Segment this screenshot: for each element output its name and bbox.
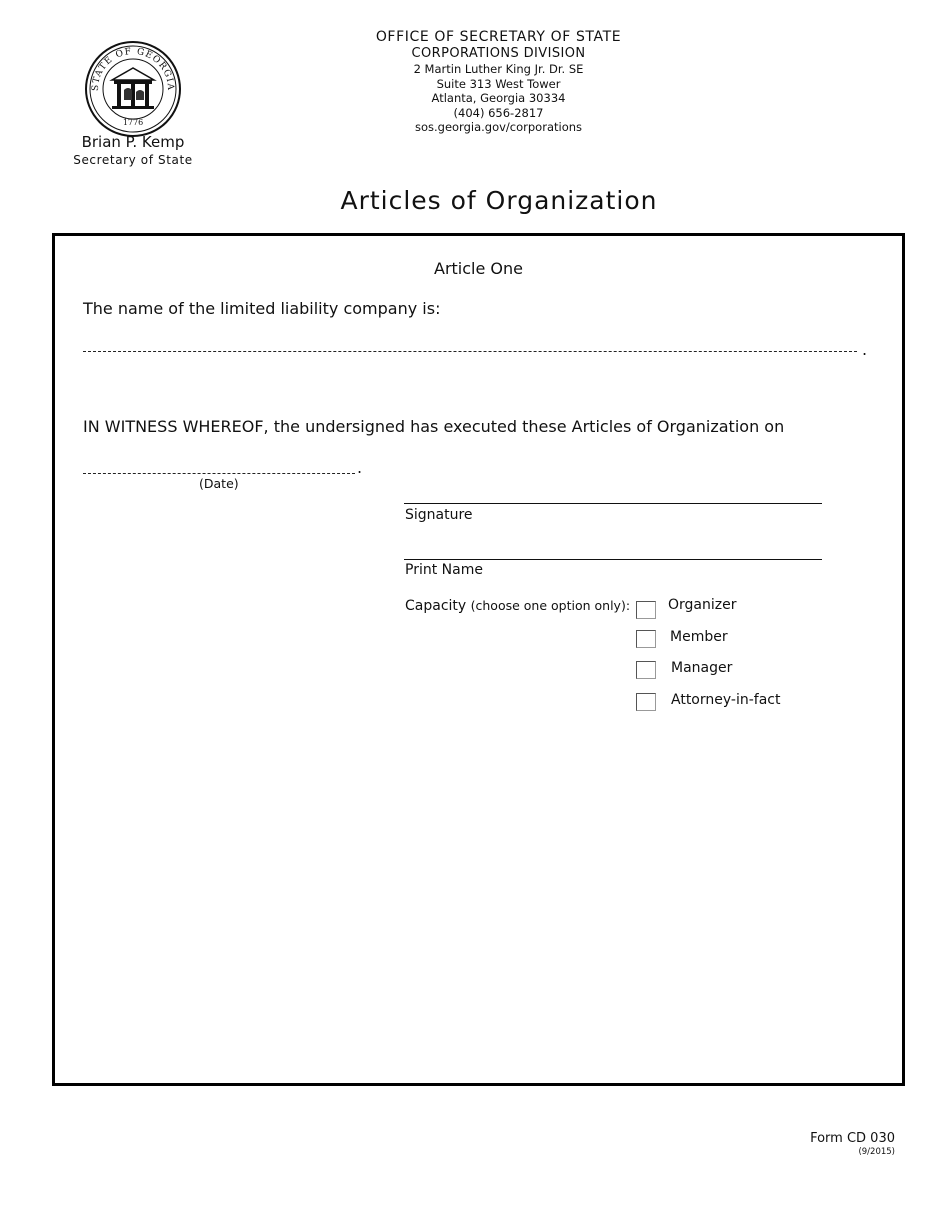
form-revision-date: (9/2015) [858,1147,895,1157]
address-suite: Suite 313 West Tower [436,77,561,91]
address-street: 2 Martin Luther King Jr. Dr. SE [413,62,584,76]
phone-number: (404) 656-2817 [453,106,544,120]
manager-label: Manager [671,660,733,676]
company-name-value[interactable] [83,333,857,352]
attorney-in-fact-label: Attorney-in-fact [671,692,781,708]
date-label: (Date) [199,476,239,491]
capacity-option-manager[interactable] [636,659,733,679]
address-city: Atlanta, Georgia 30334 [431,91,566,105]
date-field[interactable] [83,459,355,474]
member-label: Member [670,629,728,645]
member-checkbox[interactable] [636,630,656,648]
form-title: Articles of Organization [340,186,658,215]
company-name-field[interactable] [83,333,860,352]
seal-year-text: 1776 [122,118,144,127]
website-link[interactable]: sos.georgia.gov/corporations [414,120,583,134]
office-name: OFFICE OF SECRETARY OF STATE [375,29,622,45]
organizer-checkbox[interactable] [636,601,656,619]
witness-statement: IN WITNESS WHEREOF, the undersigned has executed these Articles of Organization on [83,417,785,436]
capacity-hint: (choose one option only): [470,598,631,613]
capacity-option-attorney-in-fact[interactable] [636,691,781,711]
organizer-label: Organizer [668,597,737,613]
company-name-label: The name of the limited liability company is: [83,299,441,318]
manager-checkbox[interactable] [636,661,656,679]
official-name: Brian P. Kemp [81,133,185,151]
print-name-label: Print Name [405,562,483,578]
capacity-option-organizer[interactable] [636,597,737,619]
official-title: Secretary of State [73,153,193,167]
form-number: Form CD 030 [810,1131,895,1146]
form-frame [52,233,905,1086]
attorney-in-fact-checkbox[interactable] [636,693,656,711]
division-name: CORPORATIONS DIVISION [411,46,586,61]
print-name-field[interactable] [404,559,822,560]
georgia-seal-icon [84,40,182,138]
capacity-label [405,598,630,614]
signature-label: Signature [405,507,473,523]
article-heading: Article One [434,259,523,278]
capacity-label-text: Capacity [405,598,467,614]
capacity-option-member[interactable] [636,628,728,648]
signature-field[interactable] [404,503,822,504]
period: . [862,340,868,359]
seal-title-text: STATE OF GEORGIA [90,46,176,92]
state-seal [84,40,182,138]
period: . [357,458,363,477]
